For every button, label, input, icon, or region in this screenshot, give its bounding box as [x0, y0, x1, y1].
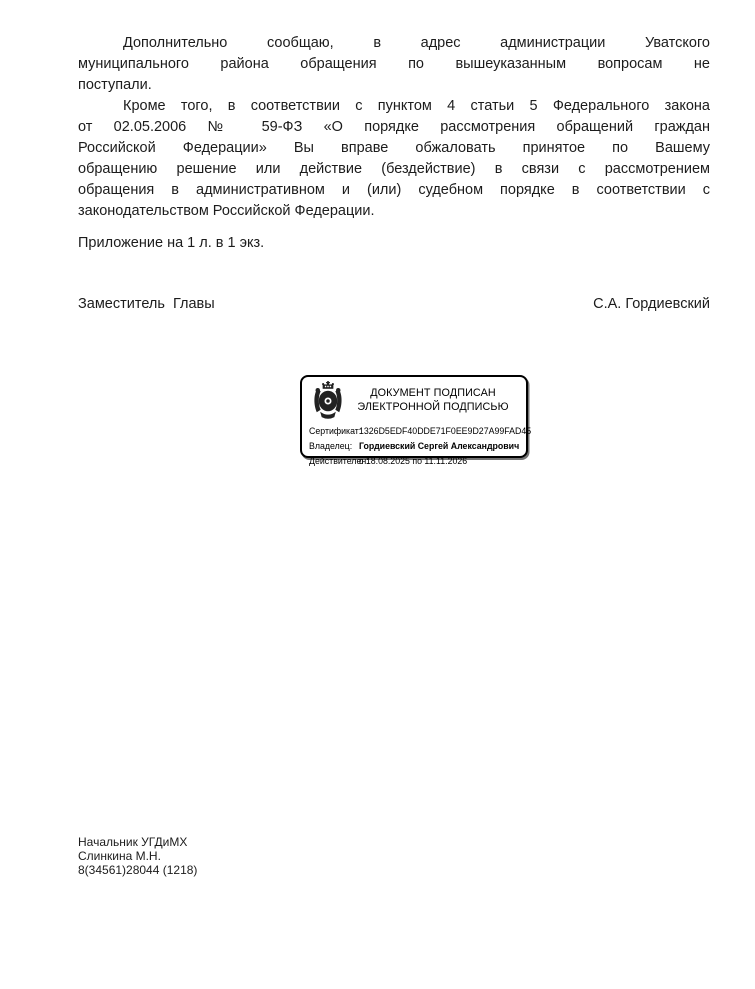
- paragraph2-line: Российской Федерации» Вы вправе обжаловать принятое по Вашему: [78, 140, 710, 156]
- stamp-title-line1: ДОКУМЕНТ ПОДПИСАН: [370, 387, 496, 399]
- stamp-field-label: Действителен:: [309, 456, 369, 467]
- electronic-signature-stamp: [300, 375, 532, 467]
- executor-block: [78, 835, 197, 877]
- executor-position: Начальник УГДиМХ: [78, 835, 188, 849]
- stamp-field-label: Сертификат:: [309, 425, 362, 436]
- stamp-field-certificate: [309, 423, 532, 438]
- signer-position: Заместитель Главы: [78, 296, 215, 312]
- paragraph2-line: обращению решение или действие (бездействие) в связи с рассмотрением: [78, 161, 710, 177]
- paragraph2-line: обращения в административном и (или) судебном порядке в соответствии с: [78, 182, 710, 198]
- attachment-note: Приложение на 1 л. в 1 экз.: [78, 235, 265, 251]
- body-text: [78, 33, 710, 222]
- stamp-title-line2: ЭЛЕКТРОННОЙ ПОДПИСЬЮ: [357, 400, 509, 413]
- paragraph2-line: от 02.05.2006 № 59-ФЗ «О порядке рассмотрения обращений граждан: [78, 119, 710, 135]
- stamp-field-value: 1326D5EDF40DDE71F0EE9D27A99FAD45: [359, 425, 532, 436]
- paragraph1-line: поступали.: [78, 77, 152, 93]
- signer-name: С.А. Гордиевский: [593, 296, 710, 312]
- stamp-field-value: Гордиевский Сергей Александрович: [359, 441, 520, 452]
- stamp-field-owner: [309, 438, 520, 453]
- stamp-header: [302, 377, 526, 420]
- paragraph2-line: Кроме того, в соответствии с пунктом 4 статьи 5 Федерального закона: [123, 98, 710, 114]
- stamp-field-value: с 18.08.2025 по 11.11.2026: [359, 456, 468, 467]
- stamp-title: [346, 387, 520, 414]
- paragraph1-line: муниципального района обращения по вышеуказанным вопросам не: [78, 56, 710, 72]
- executor-phone: 8(34561)28044 (1218): [78, 863, 198, 877]
- signature-row: [78, 294, 710, 315]
- executor-name: Слинкина М.Н.: [78, 849, 161, 863]
- paragraph1-line: Дополнительно сообщаю, в адрес администрации Уватского: [123, 35, 710, 51]
- stamp-fields: [302, 420, 532, 469]
- stamp-field-label: Владелец:: [309, 441, 353, 452]
- coat-of-arms-icon: [310, 381, 346, 420]
- stamp-field-validity: [309, 454, 520, 469]
- paragraph2-line: законодательством Российской Федерации.: [78, 203, 375, 219]
